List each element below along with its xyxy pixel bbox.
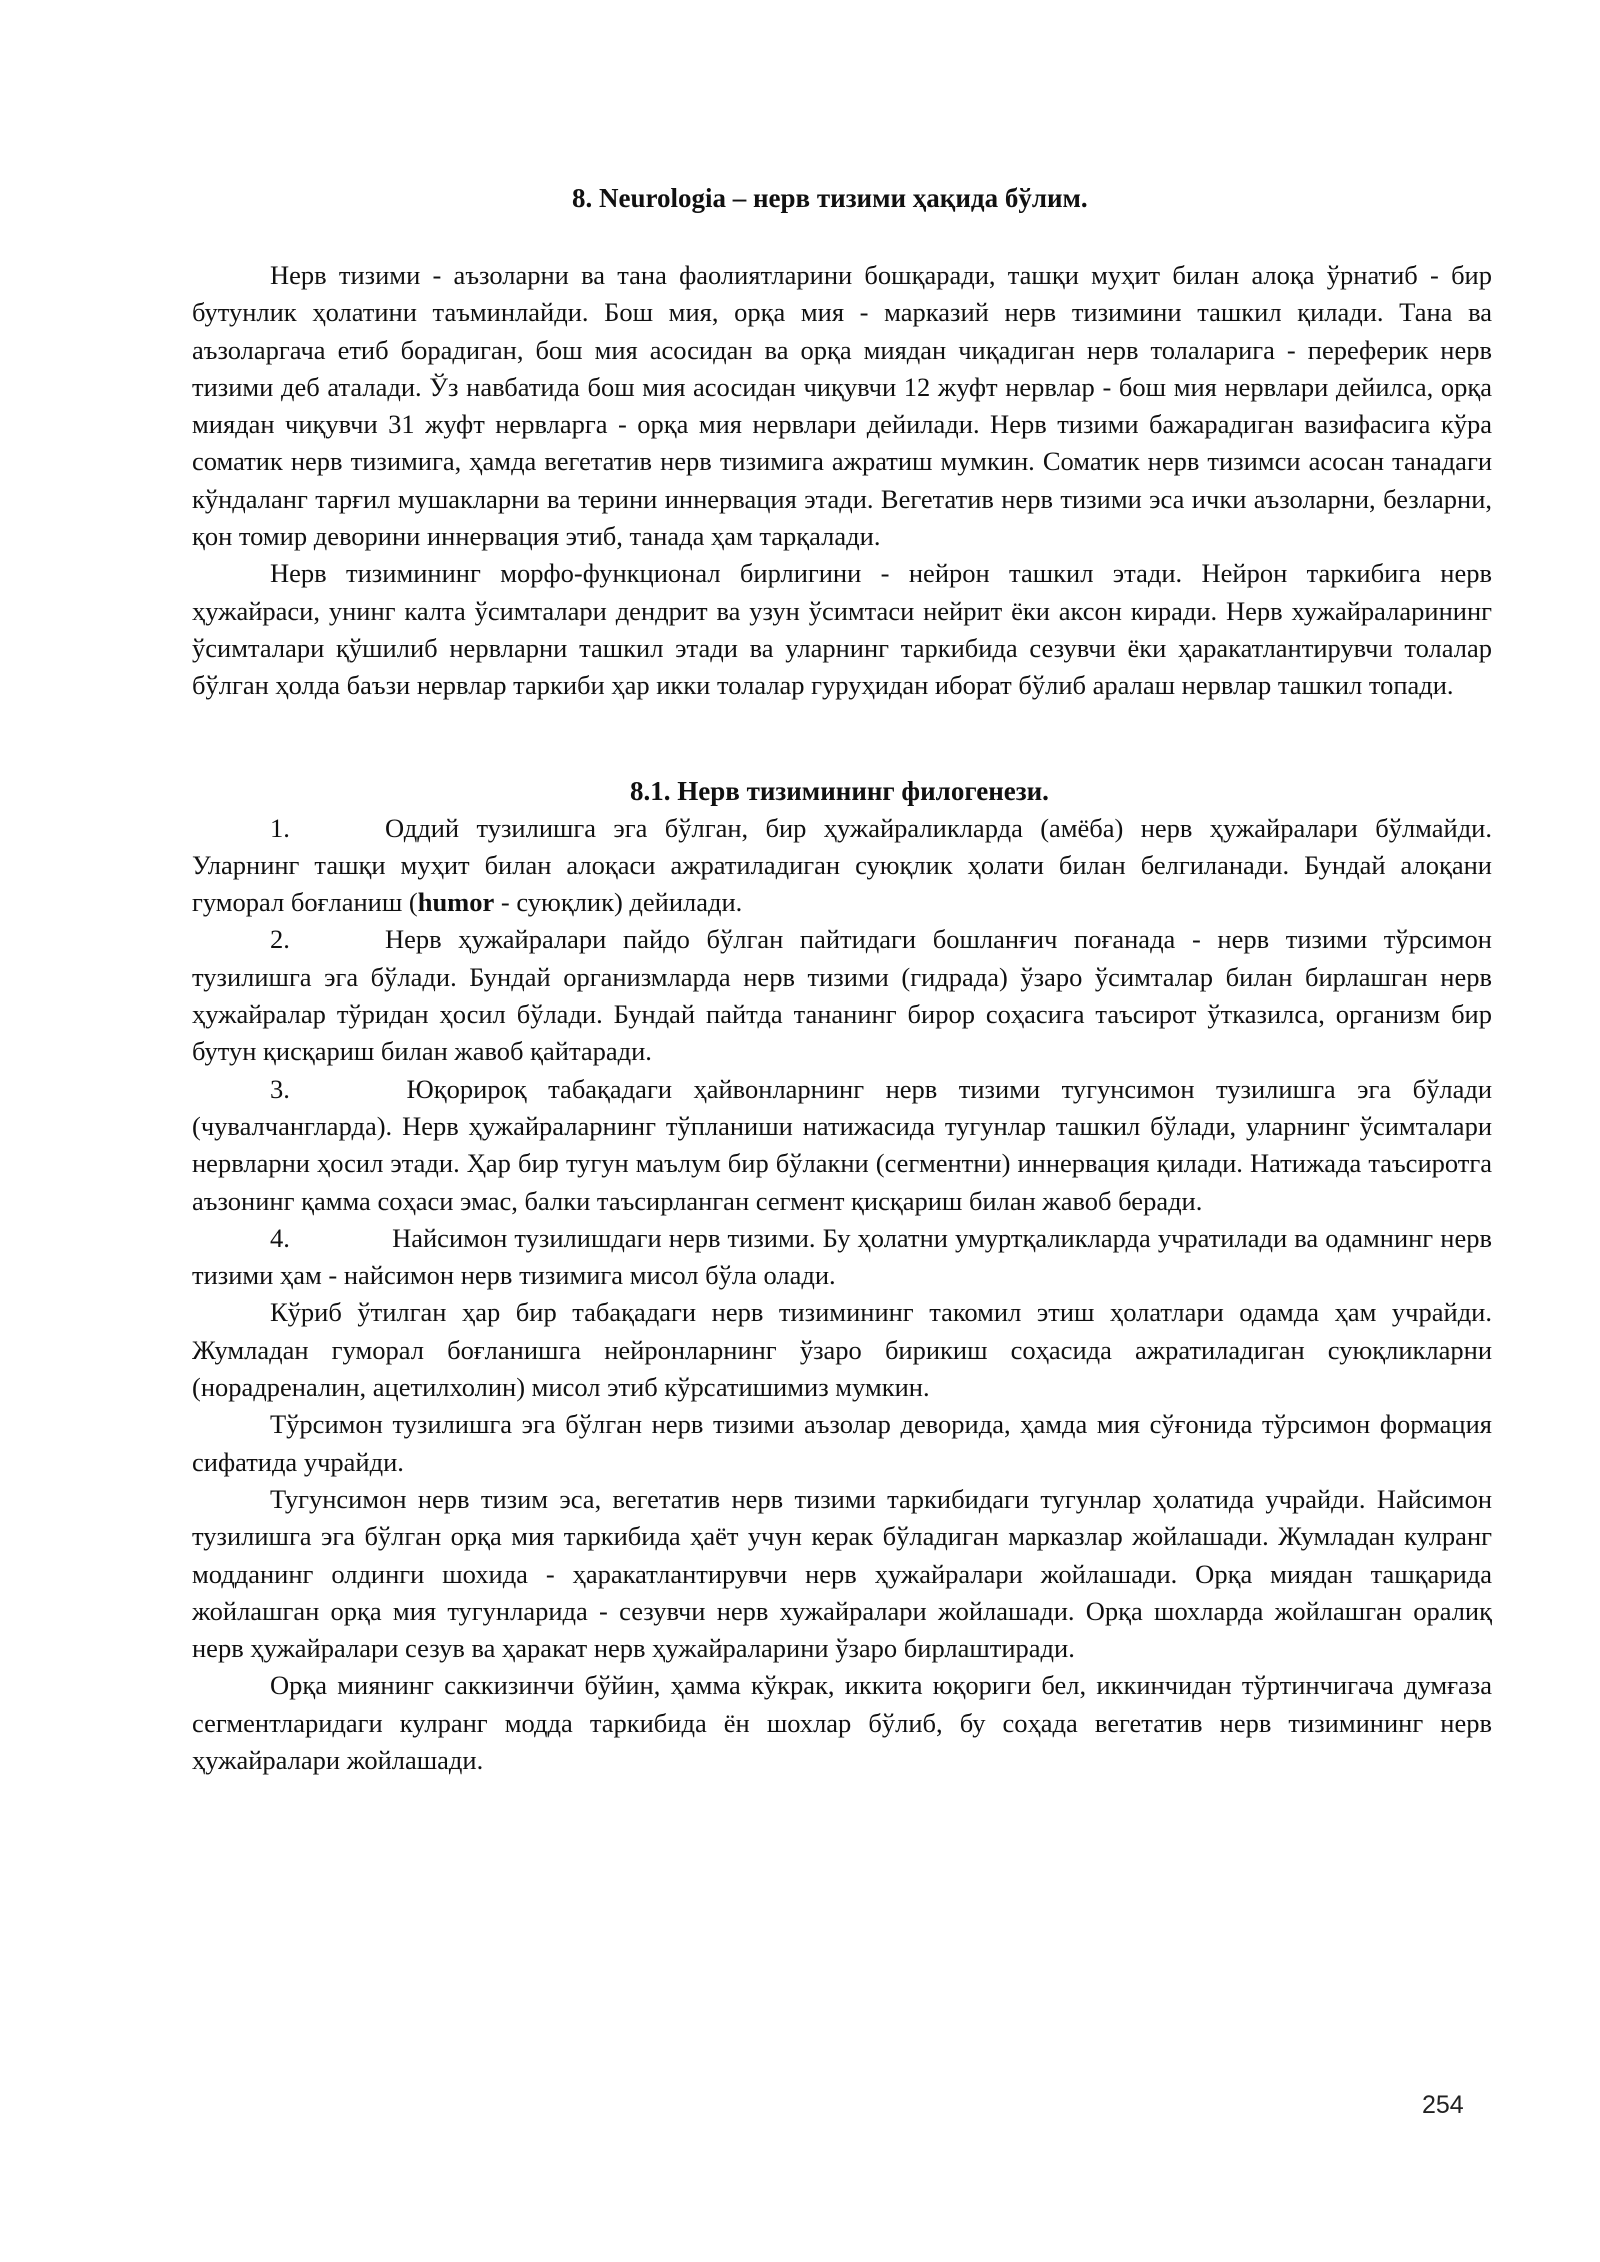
list-item-number: 1. [270,812,290,843]
list-item [192,921,1492,1070]
list-item-number: 4. [270,1222,290,1253]
list-item-text: Юқорироқ табақадаги ҳайвонларнинг нерв тизими тугунсимон тузилишга эга бўлади (чувалчангларда). Нерв ҳужайраларнинг тўпланиши натижасида тугунлар ташкил бўлади, уларнинг ўсимталари нервларни ҳосил этади. Ҳар бир тугун маълум бир бўлакни (сегментни) иннервация қилади. Натижада таъсиротга аъзонинг қамма соҳаси эмас, балки таъсирланган сегмент қисқариш билан жавоб беради. [192,1073,1492,1216]
list-item [192,1071,1492,1220]
intro-paragraph: Нерв тизимининг морфо-функционал бирлигини - нейрон ташкил этади. Нейрон таркибига нерв ҳужайраси, унинг калта ўсимталари дендрит ва узун ўсимтаси нейрит ёки аксон киради. Нерв хужайраларининг ўсимталари қўшилиб нервларни ташкил этади ва уларнинг таркибида сезувчи ёки ҳаракатлантирувчи толалар бўлган ҳолда баъзи нервлар таркиби ҳар икки толалар гуруҳидан иборат бўлиб аралаш нервлар ташкил топади. [192,558,1492,701]
list-item-text: Найсимон тузилишдаги нерв тизими. Бу ҳолатни умуртқаликларда учратилади ва одамнинг нерв тизими ҳам - найсимон нерв тизимига мисол бўла олади. [192,1222,1492,1291]
list-item-bold-term: humor [417,887,495,918]
subsection-title: 8.1. Нерв тизимининг филогенези. [630,775,1049,806]
closing-paragraph: Тўрсимон тузилишга эга бўлган нерв тизими аъзолар деворида, ҳамда мия сўғонида тўрсимон формация сифатида учрайди. [192,1409,1492,1477]
list-item-number: 2. [270,924,290,955]
closing-paragraph: Орқа миянинг саккизинчи бўйин, ҳамма кўкрак, иккита юқориги бел, иккинчидан тўртинчигача думғаза сегментларидаги кулранг модда таркибида ён шохлар бўлиб, бу соҳада вегетатив нерв тизимининг нерв ҳужайралари жойлашади. [192,1670,1492,1775]
page-number: 254 [1422,2091,1464,2119]
list-item-text: Нерв ҳужайралари пайдо бўлган пайтидаги бошланғич поғанада - нерв тизими тўрсимон тузилишга эга бўлади. Бундай организмларда нерв тизими (гидрада) ўзаро ўсимталар билан бирлашган нерв ҳужайралар тўридан ҳосил бўлади. Бундай пайтда тананинг бирор соҳасига таъсирот ўтказилса, организм бир бутун қисқариш билан жавоб қайтаради. [192,924,1492,1067]
closing-paragraph: Тугунсимон нерв тизим эса, вегетатив нерв тизими таркибидаги тугунлар ҳолатида учрайди. Найсимон тузилишга эга бўлган орқа мия таркибида ҳаёт учун керак бўладиган марказлар жойлашади. Жумладан кулранг модданинг олдинги шохида - ҳаракатлантирувчи нерв ҳужайралари жойлашади. Орқа миядан ташқарида жойлашган орқа мия тугунларида - сезувчи нерв хужайралари жойлашади. Орқа шохларда жойлашган оралиқ нерв ҳужайралари сезув ва ҳаракат нерв ҳужайраларини ўзаро бирлаштиради. [192,1483,1492,1664]
intro-paragraph: Нерв тизими - аъзоларни ва тана фаолиятларини бошқаради, ташқи муҳит билан алоқа ўрнатиб - бир бутунлик ҳолатини таъминлайди. Бош мия, орқа мия - марказий нерв тизимини ташкил қилади. Тана ва аъзоларгача етиб борадиган, бош мия асосидан ва орқа миядан чиқадиган нерв толаларига - переферик нерв тизими деб аталади. Ўз навбатида бош мия асосидан чиқувчи 12 жуфт нервлар - бош мия нервлари дейилса, орқа миядан чиқувчи 31 жуфт нервларга - орқа мия нервлари дейилади. Нерв тизими бажарадиган вазифасига кўра соматик нерв тизимига, ҳамда вегетатив нерв тизимига ажратиш мумкин. Соматик нерв тизимси асосан танадаги кўндаланг тарғил мушакларни ва терини иннервация этади. Вегетатив нерв тизими эса ички аъзоларни, безларни, қон томир деворини иннервация этиб, танада ҳам тарқалади. [192,260,1492,552]
list-item [192,810,1492,922]
list-item-text: Оддий тузилишга эга бўлган, бир ҳужайраликларда (амёба) нерв ҳужайралари бўлмайди. Уларнинг ташқи муҳит билан алоқаси ажратиладиган суюқлик ҳолати билан белгиланади. Бундай алоқани гуморал боғланиш ( [192,812,1492,918]
closing-paragraph: Кўриб ўтилган ҳар бир табақадаги нерв тизимининг такомил этиш ҳолатлари одамда ҳам учрайди. Жумладан гуморал боғланишга нейронларнинг ўзаро бирикиш соҳасида ажратиладиган суюқликларни (норадреналин, ацетилхолин) мисол этиб кўрсатишимиз мумкин. [192,1297,1492,1403]
list-item-number: 3. [270,1073,290,1104]
document-page [192,180,1492,1779]
list-item-text-tail: - суюқлик) дейилади. [494,887,743,918]
list-item [192,1220,1492,1295]
section-title: 8. Neurologia – нерв тизими ҳақида бўлим. [572,183,1088,213]
